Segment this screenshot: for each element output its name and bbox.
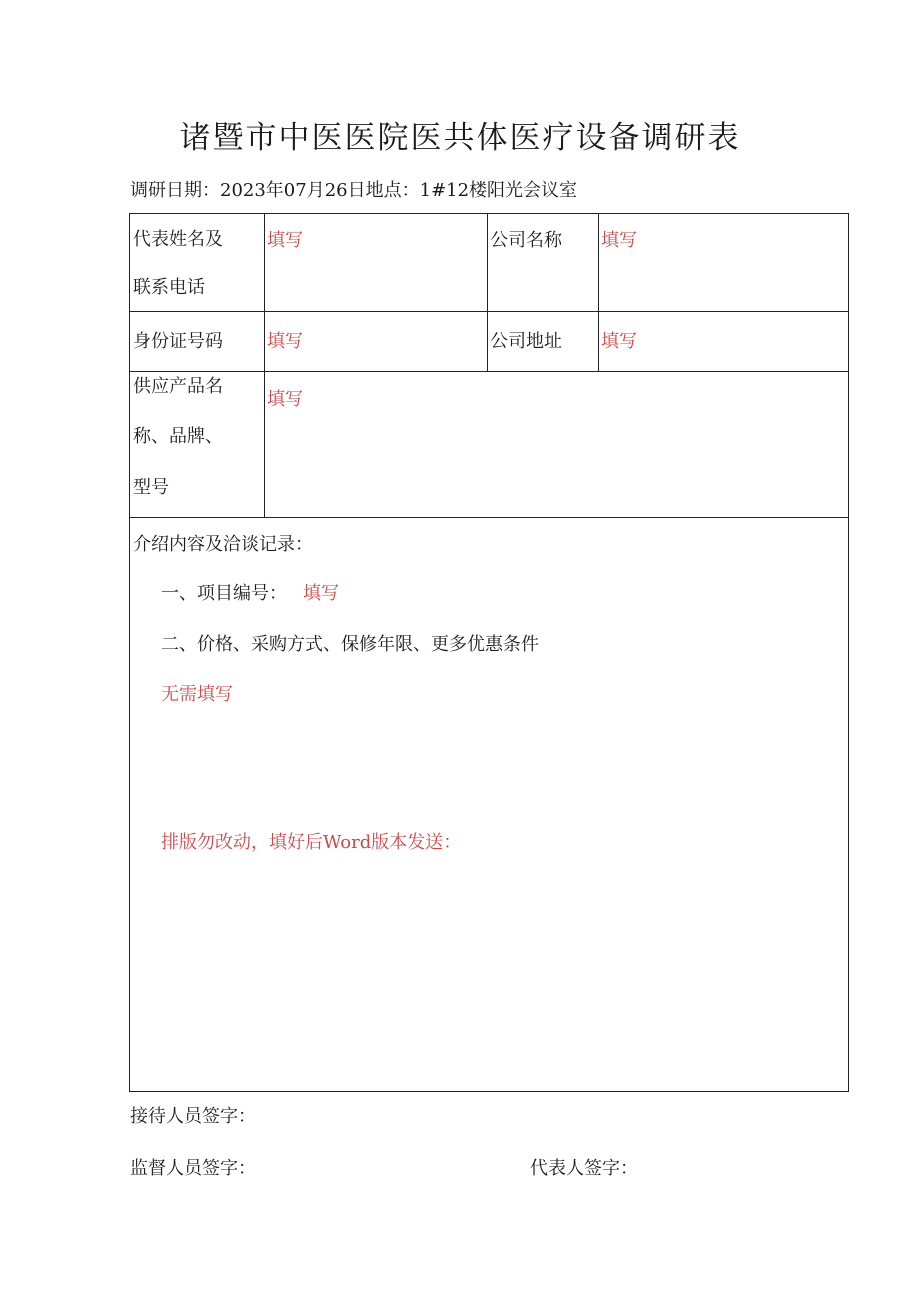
- meta-line: 调研日期：2023年07月26日地点：1#12楼阳光会议室: [130, 180, 578, 201]
- project-number-field[interactable]: 填写: [303, 583, 339, 604]
- product-label-line1: 供应产品名: [133, 376, 223, 397]
- product-field[interactable]: 填写: [267, 389, 303, 410]
- id-number-field[interactable]: 填写: [267, 331, 303, 352]
- record-heading: 介绍内容及洽谈记录：: [133, 534, 313, 555]
- reception-signature-label: 接待人员签字：: [130, 1106, 256, 1127]
- col-divider-right: [598, 214, 599, 371]
- representative-signature-label: 代表人签字：: [530, 1158, 638, 1179]
- company-name-label: 公司名称: [490, 230, 562, 251]
- row-divider-2: [130, 371, 848, 372]
- rep-label-line1: 代表姓名及: [133, 229, 223, 250]
- pricing-terms-label: 二、价格、采购方式、保修年限、更多优惠条件: [161, 634, 539, 655]
- rep-label-line2: 联系电话: [133, 277, 205, 298]
- company-address-field[interactable]: 填写: [601, 331, 637, 352]
- no-need-fill-note: 无需填写: [161, 684, 233, 705]
- project-number-label: 一、项目编号：: [161, 583, 287, 604]
- product-label-line2: 称、品牌、: [133, 426, 223, 447]
- supervisor-signature-label: 监督人员签字：: [130, 1158, 256, 1179]
- company-name-field[interactable]: 填写: [601, 230, 637, 251]
- row-divider-1: [130, 311, 848, 312]
- product-label-line3: 型号: [133, 477, 169, 498]
- rep-value-field[interactable]: 填写: [267, 230, 303, 251]
- col-divider-label: [264, 214, 265, 517]
- layout-instruction-note: 排版勿改动，填好后Word版本发送：: [161, 832, 462, 853]
- row-divider-3: [130, 517, 848, 518]
- id-number-label: 身份证号码: [133, 331, 223, 352]
- company-address-label: 公司地址: [490, 331, 562, 352]
- page-title: 诸暨市中医医院医共体医疗设备调研表: [179, 120, 741, 156]
- col-divider-mid: [487, 214, 488, 371]
- survey-table: [129, 213, 849, 1092]
